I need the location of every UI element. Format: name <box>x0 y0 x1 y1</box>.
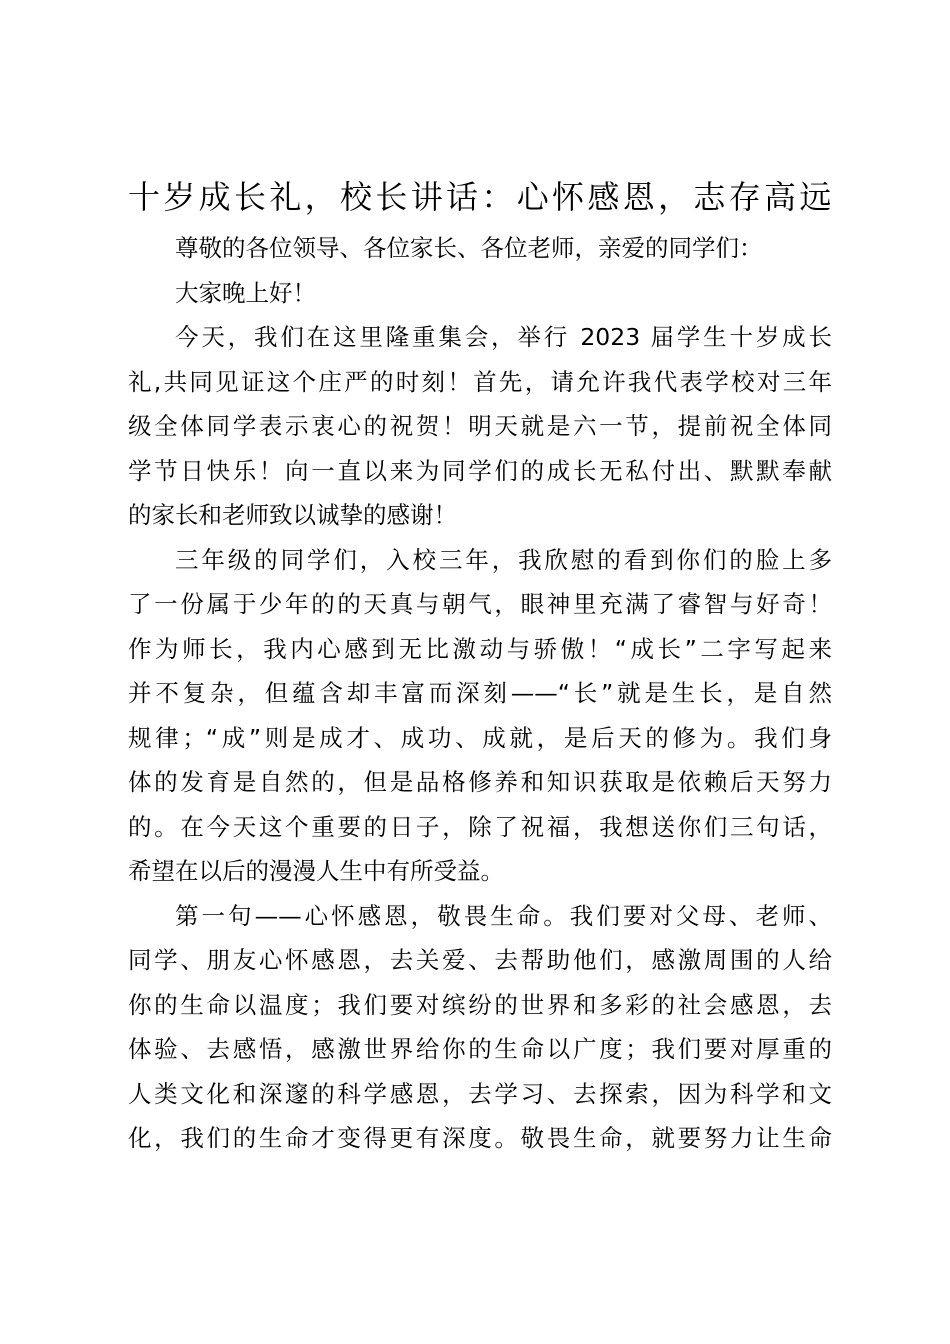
paragraph-line: 希望在以后的漫漫人生中有所受益。 <box>128 857 504 885</box>
paragraph-line: 人类文化和深邃的科学感恩，去学习、去探索，因为科学和文 <box>128 1079 832 1108</box>
paragraph-line: 体的发育是自然的，但是品格修养和知识获取是依赖后天努力 <box>128 768 832 796</box>
paragraph-line: 的家长和老师致以诚挚的感谢！ <box>128 501 457 529</box>
paragraph-line: 并不复杂，但蕴含却丰富而深刻——“长”就是生长，是自然 <box>128 679 832 707</box>
paragraph-line: 今天，我们在这里隆重集会，举行 2023 届学生十岁成长 <box>175 323 832 351</box>
document-page <box>128 168 832 1161</box>
paragraph-line: 学节日快乐！向一直以来为同学们的成长无私付出、默默奉献 <box>128 456 832 485</box>
paragraph-line: 第一句——心怀感恩，敬畏生命。我们要对父母、老师、 <box>175 901 832 930</box>
paragraph-line: 级全体同学表示衷心的祝贺！明天就是六一节，提前祝全体同 <box>128 412 832 440</box>
paragraph-line: 体验、去感悟，感激世界给你的生命以广度；我们要对厚重的 <box>128 1035 832 1063</box>
document-title: 十岁成长礼，校长讲话：心怀感恩，志存高远 <box>128 178 832 216</box>
paragraph-line: 尊敬的各位领导、各位家长、各位老师，亲爱的同学们： <box>175 234 763 262</box>
paragraph-line: 你的生命以温度；我们要对缤纷的世界和多彩的社会感恩，去 <box>128 990 832 1019</box>
paragraph-line: 化，我们的生命才变得更有深度。敬畏生命，就要努力让生命 <box>128 1124 832 1152</box>
paragraph-line: 了一份属于少年的的天真与朝气，眼神里充满了睿智与好奇！ <box>128 590 832 618</box>
paragraph-line: 同学、朋友心怀感恩，去关爱、去帮助他们，感激周围的人给 <box>128 946 832 974</box>
paragraph-opening <box>128 315 832 538</box>
paragraph-salutation <box>128 226 832 271</box>
paragraph-line: 礼,共同见证这个庄严的时刻！首先，请允许我代表学校对三年 <box>128 367 832 396</box>
paragraph-line: 的。在今天这个重要的日子，除了祝福，我想送你们三句话， <box>128 812 832 841</box>
paragraph-first-sentence <box>128 894 832 1161</box>
paragraph-line: 规律；“成”则是成才、成功、成就，是后天的修为。我们身 <box>128 723 832 752</box>
paragraph-line: 大家晚上好！ <box>175 278 316 307</box>
paragraph-growth <box>128 538 832 894</box>
paragraph-greeting <box>128 271 832 316</box>
paragraph-line: 三年级的同学们，入校三年，我欣慰的看到你们的脸上多 <box>175 545 832 574</box>
paragraph-line: 作为师长，我内心感到无比激动与骄傲！“成长”二字写起来 <box>128 634 832 663</box>
